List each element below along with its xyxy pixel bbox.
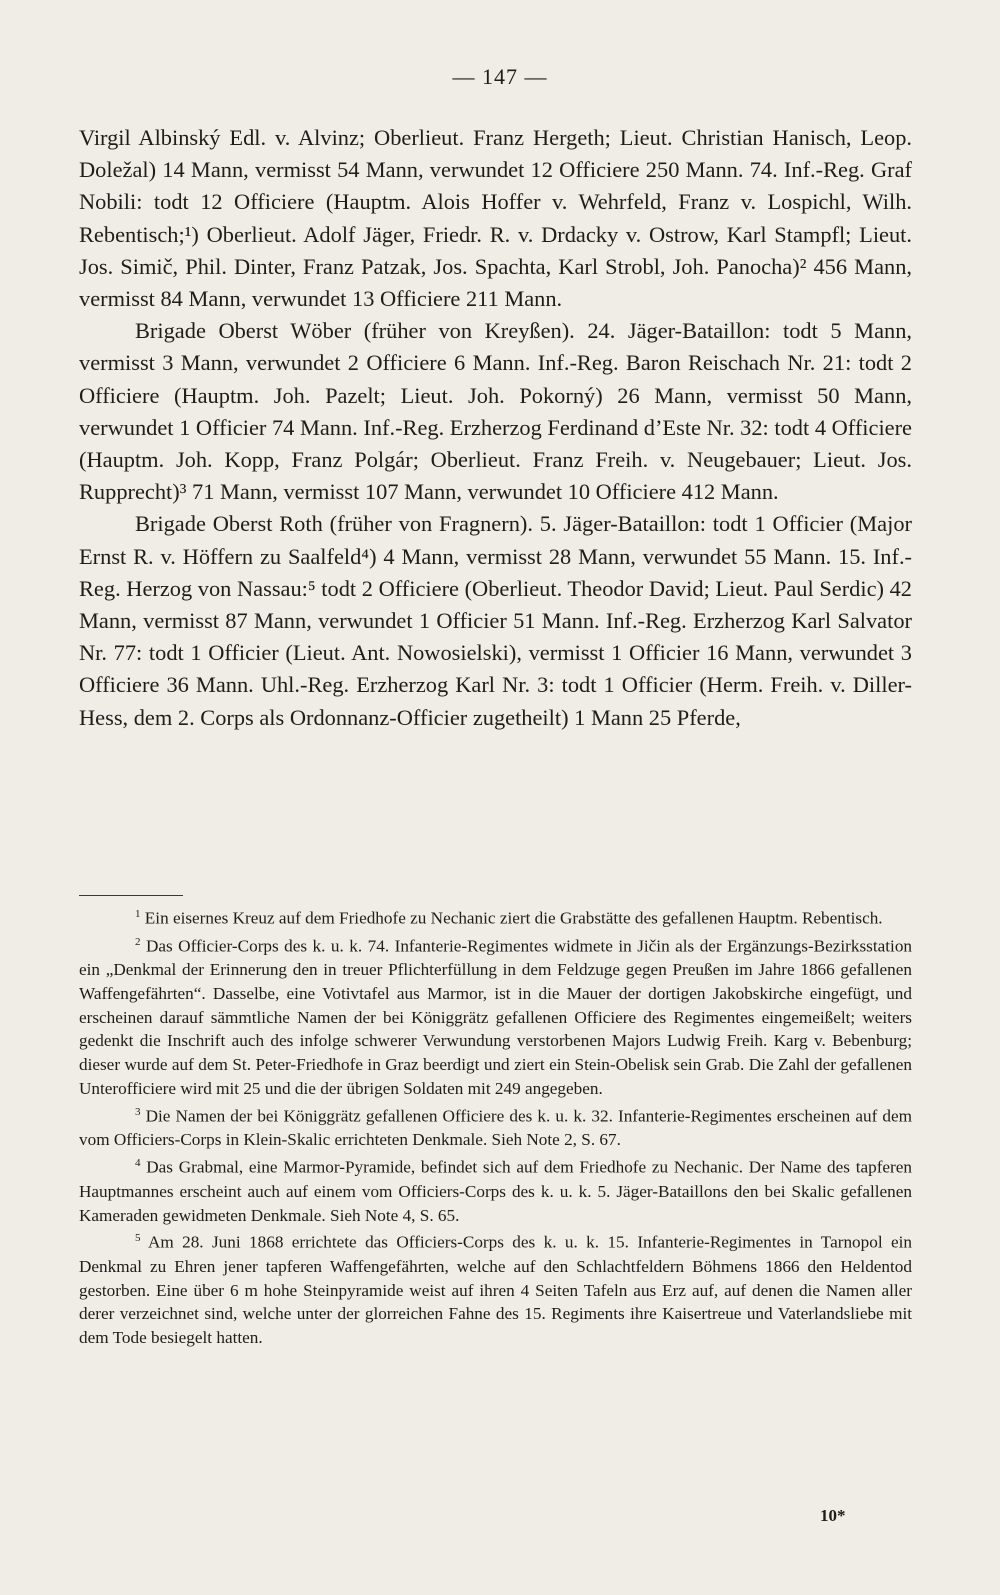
paragraph: Virgil Albinský Edl. v. Alvinz; Oberlieut. Franz Hergeth; Lieut. Christian Hanisch, Leop. Doležal) 14 Mann, vermisst 54 Mann, verwundet 12 Officiere 250 Mann. 74. Inf.-Reg. Graf Nobili: todt 12 Officiere (Hauptm. Alois Hoffer v. Wehrfeld, Franz v. Lospichl, Wilh. Rebentisch;¹) Oberlieut. Adolf Jäger, Friedr. R. v. Drdacky v. Ostrow, Karl Stampfl; Lieut. Jos. Simič, Phil. Dinter, Franz Patzak, Jos. Spachta, Karl Strobl, Joh. Panocha)² 456 Mann, vermisst 84 Mann, verwundet 13 Officiere 211 Mann.: [79, 125, 912, 312]
footnote-marker: 1: [135, 908, 141, 920]
footnote-marker: 2: [135, 935, 141, 948]
footnote: [79, 1101, 912, 1152]
footnote-separator: [79, 895, 183, 896]
footnote: [79, 903, 912, 931]
paragraph: Brigade Oberst Roth (früher von Fragnern). 5. Jäger-Bataillon: todt 1 Officier (Major Ernst R. v. Höffern zu Saalfeld⁴) 4 Mann, vermisst 28 Mann, verwundet 55 Mann. 15. Inf.-Reg. Herzog von Nassau:⁵ todt 2 Officiere (Oberlieut. Theodor David; Lieut. Paul Serdic) 42 Mann, vermisst 87 Mann, verwundet 1 Officier 51 Mann. Inf.-Reg. Erzherzog Karl Salvator Nr. 77: todt 1 Officier (Lieut. Ant. Nowosielski), vermisst 1 Officier 16 Mann, verwundet 3 Officiere 36 Mann. Uhl.-Reg. Erzherzog Karl Nr. 3: todt 1 Officier (Herm. Freih. v. Diller-Hess, dem 2. Corps als Ordonnanz-Officier zugetheilt) 1 Mann 25 Pferde,: [79, 511, 912, 730]
footnote-text: Die Namen der bei Königgrätz gefallenen Officiere des k. u. k. 32. Infanterie-Regimentes erscheinen auf dem vom Officiers-Corps in Klein-Skalic errichteten Denkmale. Sieh Note 2, S. 67.: [79, 1106, 912, 1150]
main-text: [79, 122, 912, 734]
footnote-text: Ein eisernes Kreuz auf dem Friedhofe zu Nechanic ziert die Grabstätte des gefallenen Hauptm. Rebentisch.: [144, 908, 883, 928]
footnote-text: Am 28. Juni 1868 errichtete das Officiers-Corps des k. u. k. 15. Infanterie-Regimentes in Tarnopol ein Denkmal zu Ehren jener tapferen Waffengefährten, welche auf den Schlachtfeldern Böhmens 1866 den Heldentod gestorben. Eine über 6 m hohe Steinpyramide weist auf ihren 4 Seiten Tafeln aus Erz auf, auf denen die Namen aller derer verzeichnet sind, welche unter der glorreichen Fahne des 15. Regiments ihre Kaisertreue und Vaterlandsliebe mit dem Tode besiegelt hatten.: [79, 1233, 912, 1348]
footnote-marker: 3: [135, 1105, 141, 1118]
paragraph: Brigade Oberst Wöber (früher von Kreyßen). 24. Jäger-Bataillon: todt 5 Mann, vermisst 3 Mann, verwundet 2 Officiere 6 Mann. Inf.-Reg. Baron Reischach Nr. 21: todt 2 Officiere (Hauptm. Joh. Pazelt; Lieut. Joh. Pokorný) 26 Mann, vermisst 50 Mann, verwundet 1 Officier 74 Mann. Inf.-Reg. Erzherzog Ferdinand d’Este Nr. 32: todt 4 Officiere (Hauptm. Joh. Kopp, Franz Polgár; Oberlieut. Franz Freih. v. Neugebauer; Lieut. Jos. Rupprecht)³ 71 Mann, vermisst 107 Mann, verwundet 10 Officiere 412 Mann.: [79, 318, 912, 505]
footnote-text: Das Grabmal, eine Marmor-Pyramide, befindet sich auf dem Friedhofe zu Nechanic. Der Name des tapferen Hauptmannes erscheint auch auf einem vom Officiers-Corps des k. u. k. 5. Jäger-Bataillons den bei Skalic gefallenen Kameraden gewidmeten Denkmale. Sieh Note 4, S. 65.: [79, 1157, 913, 1225]
footnote: [79, 931, 912, 1101]
footnote-text: Das Officier-Corps des k. u. k. 74. Infanterie-Regimentes widmete in Jičin als der Ergänzungs-Bezirksstation ein „Denkmal der Erinnerung den in treuer Pflichterfüllung in dem Feldzuge gegen Preußen im Jahre 1866 gefallenen Waffengefährten“. Dasselbe, eine Votivtafel aus Marmor, ist in die Mauer der dortigen Jakobskirche eingefügt, und erscheinen darauf sämmtliche Namen der bei Königgrätz gefallenen Officiere des Regimentes eingemeißelt; weiters gedenkt die Inschrift auch des infolge schwerer Verwundung verstorbenen Majors Ludwig Freih. Karg v. Bebenburg; dieser wurde auf dem St. Peter-Friedhofe in Graz beerdigt und ziert ein Stein-Obelisk sein Grab. Die Zahl der gefallenen Unterofficiere wird mit 25 und die der übrigen Soldaten mit 249 angegeben.: [79, 936, 913, 1099]
footnote-marker: 4: [135, 1157, 141, 1170]
footnote: [79, 1152, 912, 1227]
footnote-marker: 5: [135, 1232, 141, 1245]
signature-mark: 10*: [820, 1506, 846, 1525]
footnote: [79, 1227, 912, 1350]
page-number: — 147 —: [452, 64, 548, 89]
footnotes: [79, 903, 912, 1350]
